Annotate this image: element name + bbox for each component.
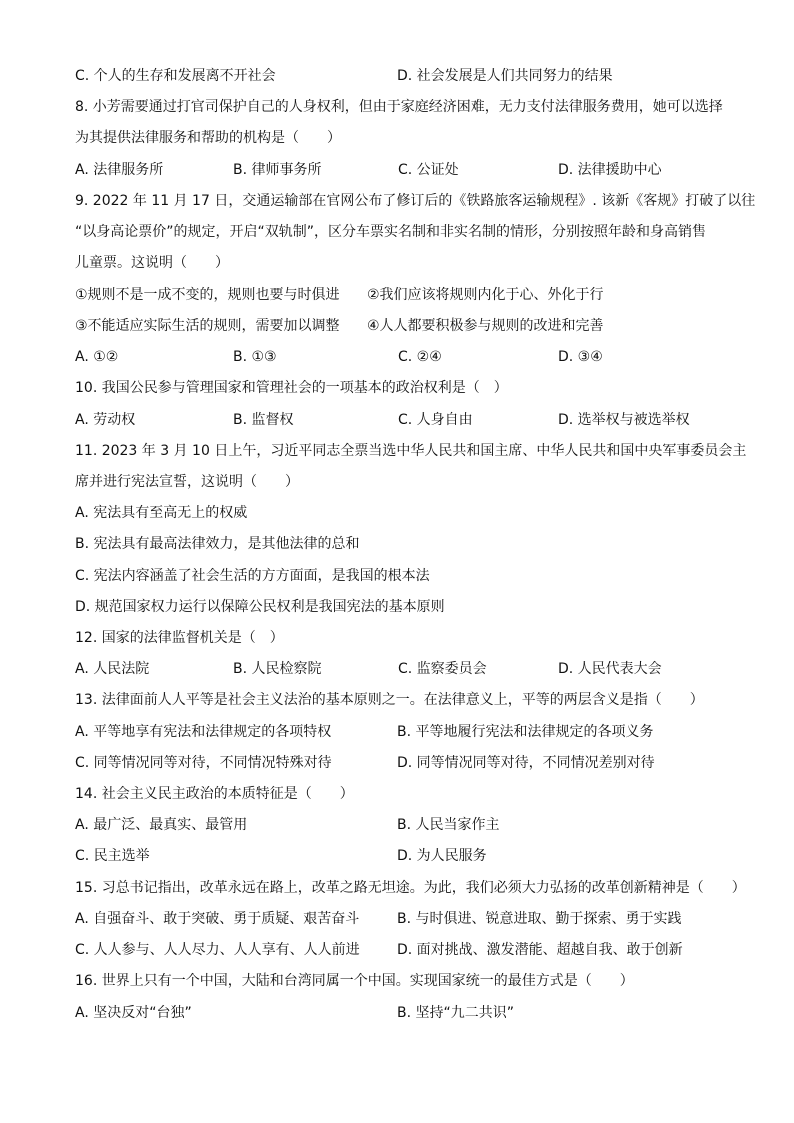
q15-option-d: D. 面对挑战、激发潜能、超越自我、敢于创新 bbox=[397, 942, 683, 958]
q10-option-d: D. 选举权与被选举权 bbox=[558, 412, 690, 428]
q10-option-c: C. 人身自由 bbox=[398, 412, 473, 428]
q9-statement-4: ④人人都要积极参与规则的改进和完善 bbox=[367, 318, 604, 334]
q12-option-c: C. 监察委员会 bbox=[398, 661, 487, 677]
q9-stem-line1: 9. 2022 年 11 月 17 日，交通运输部在官网公布了修订后的《铁路旅客运输规程》. 该新《客规》打破了以往 bbox=[75, 193, 756, 209]
q13-stem: 13. 法律面前人人平等是社会主义法治的基本原则之一。在法律意义上，平等的两层含义是指（ ） bbox=[75, 692, 704, 708]
q14-option-b: B. 人民当家作主 bbox=[397, 817, 500, 833]
q10-option-a: A. 劳动权 bbox=[75, 412, 136, 428]
q16-stem: 16. 世界上只有一个中国，大陆和台湾同属一个中国。实现国家统一的最佳方式是（ ） bbox=[75, 973, 634, 989]
q8-stem-line2: 为其提供法律服务和帮助的机构是（ ） bbox=[75, 130, 341, 146]
q9-option-c: C. ②④ bbox=[398, 349, 442, 365]
q9-statement-1: ①规则不是一成不变的，规则也要与时俱进 bbox=[75, 287, 340, 303]
q14-option-c: C. 民主选举 bbox=[75, 848, 150, 864]
q8-option-a: A. 法律服务所 bbox=[75, 162, 164, 178]
q8-option-d: D. 法律援助中心 bbox=[558, 162, 662, 178]
q9-statement-2: ②我们应该将规则内化于心、外化于行 bbox=[367, 287, 604, 303]
q16-option-a: A. 坚决反对“台独” bbox=[75, 1005, 192, 1021]
q10-option-b: B. 监督权 bbox=[233, 412, 294, 428]
q11-stem-line1: 11. 2023 年 3 月 10 日上午，习近平同志全票当选中华人民共和国主席、中华人民共和国中央军事委员会主 bbox=[75, 443, 747, 459]
q15-stem: 15. 习总书记指出，改革永远在路上，改革之路无坦途。为此，我们必须大力弘扬的改革创新精神是（ ） bbox=[75, 880, 746, 896]
q12-stem: 12. 国家的法律监督机关是（ ） bbox=[75, 630, 284, 646]
q13-option-b: B. 平等地履行宪法和法律规定的各项义务 bbox=[397, 724, 654, 740]
q15-option-b: B. 与时俱进、锐意进取、勤于探索、勇于实践 bbox=[397, 911, 682, 927]
q9-stem-line2: “以身高论票价”的规定，开启“双轨制”，区分车票实名制和非实名制的情形，分别按照年龄和身高销售 bbox=[75, 224, 707, 240]
q12-option-b: B. 人民检察院 bbox=[233, 661, 322, 677]
q11-option-c: C. 宪法内容涵盖了社会生活的方方面面，是我国的根本法 bbox=[75, 568, 430, 584]
q15-option-c: C. 人人参与、人人尽力、人人享有、人人前进 bbox=[75, 942, 360, 958]
q14-option-a: A. 最广泛、最真实、最管用 bbox=[75, 817, 248, 833]
q11-option-d: D. 规范国家权力运行以保障公民权利是我国宪法的基本原则 bbox=[75, 599, 445, 615]
q13-option-a: A. 平等地享有宪法和法律规定的各项特权 bbox=[75, 724, 332, 740]
q8-option-c: C. 公证处 bbox=[398, 162, 459, 178]
q12-option-d: D. 人民代表大会 bbox=[558, 661, 662, 677]
q7-option-d: D. 社会发展是人们共同努力的结果 bbox=[397, 68, 613, 84]
q8-option-b: B. 律师事务所 bbox=[233, 162, 322, 178]
q14-option-d: D. 为人民服务 bbox=[397, 848, 487, 864]
q10-stem: 10. 我国公民参与管理国家和管理社会的一项基本的政治权利是（ ） bbox=[75, 380, 508, 396]
q16-option-b: B. 坚持“九二共识” bbox=[397, 1005, 515, 1021]
q14-stem: 14. 社会主义民主政治的本质特征是（ ） bbox=[75, 786, 354, 802]
q7-option-c: C. 个人的生存和发展离不开社会 bbox=[75, 68, 276, 84]
q11-stem-line2: 席并进行宪法宣誓，这说明（ ） bbox=[75, 474, 299, 490]
q12-option-a: A. 人民法院 bbox=[75, 661, 150, 677]
q11-option-a: A. 宪法具有至高无上的权威 bbox=[75, 505, 248, 521]
q11-option-b: B. 宪法具有最高法律效力，是其他法律的总和 bbox=[75, 536, 360, 552]
q8-stem-line1: 8. 小芳需要通过打官司保护自己的人身权利，但由于家庭经济困难，无力支付法律服务费用，她可以选择 bbox=[75, 99, 723, 115]
q9-option-a: A. ①② bbox=[75, 349, 119, 365]
q9-option-b: B. ①③ bbox=[233, 349, 277, 365]
q13-option-c: C. 同等情况同等对待，不同情况特殊对待 bbox=[75, 755, 332, 771]
q13-option-d: D. 同等情况同等对待，不同情况差别对待 bbox=[397, 755, 655, 771]
q9-option-d: D. ③④ bbox=[558, 349, 603, 365]
q15-option-a: A. 自强奋斗、敢于突破、勇于质疑、艰苦奋斗 bbox=[75, 911, 360, 927]
q9-stem-line3: 儿童票。这说明（ ） bbox=[75, 255, 229, 271]
q9-statement-3: ③不能适应实际生活的规则，需要加以调整 bbox=[75, 318, 340, 334]
